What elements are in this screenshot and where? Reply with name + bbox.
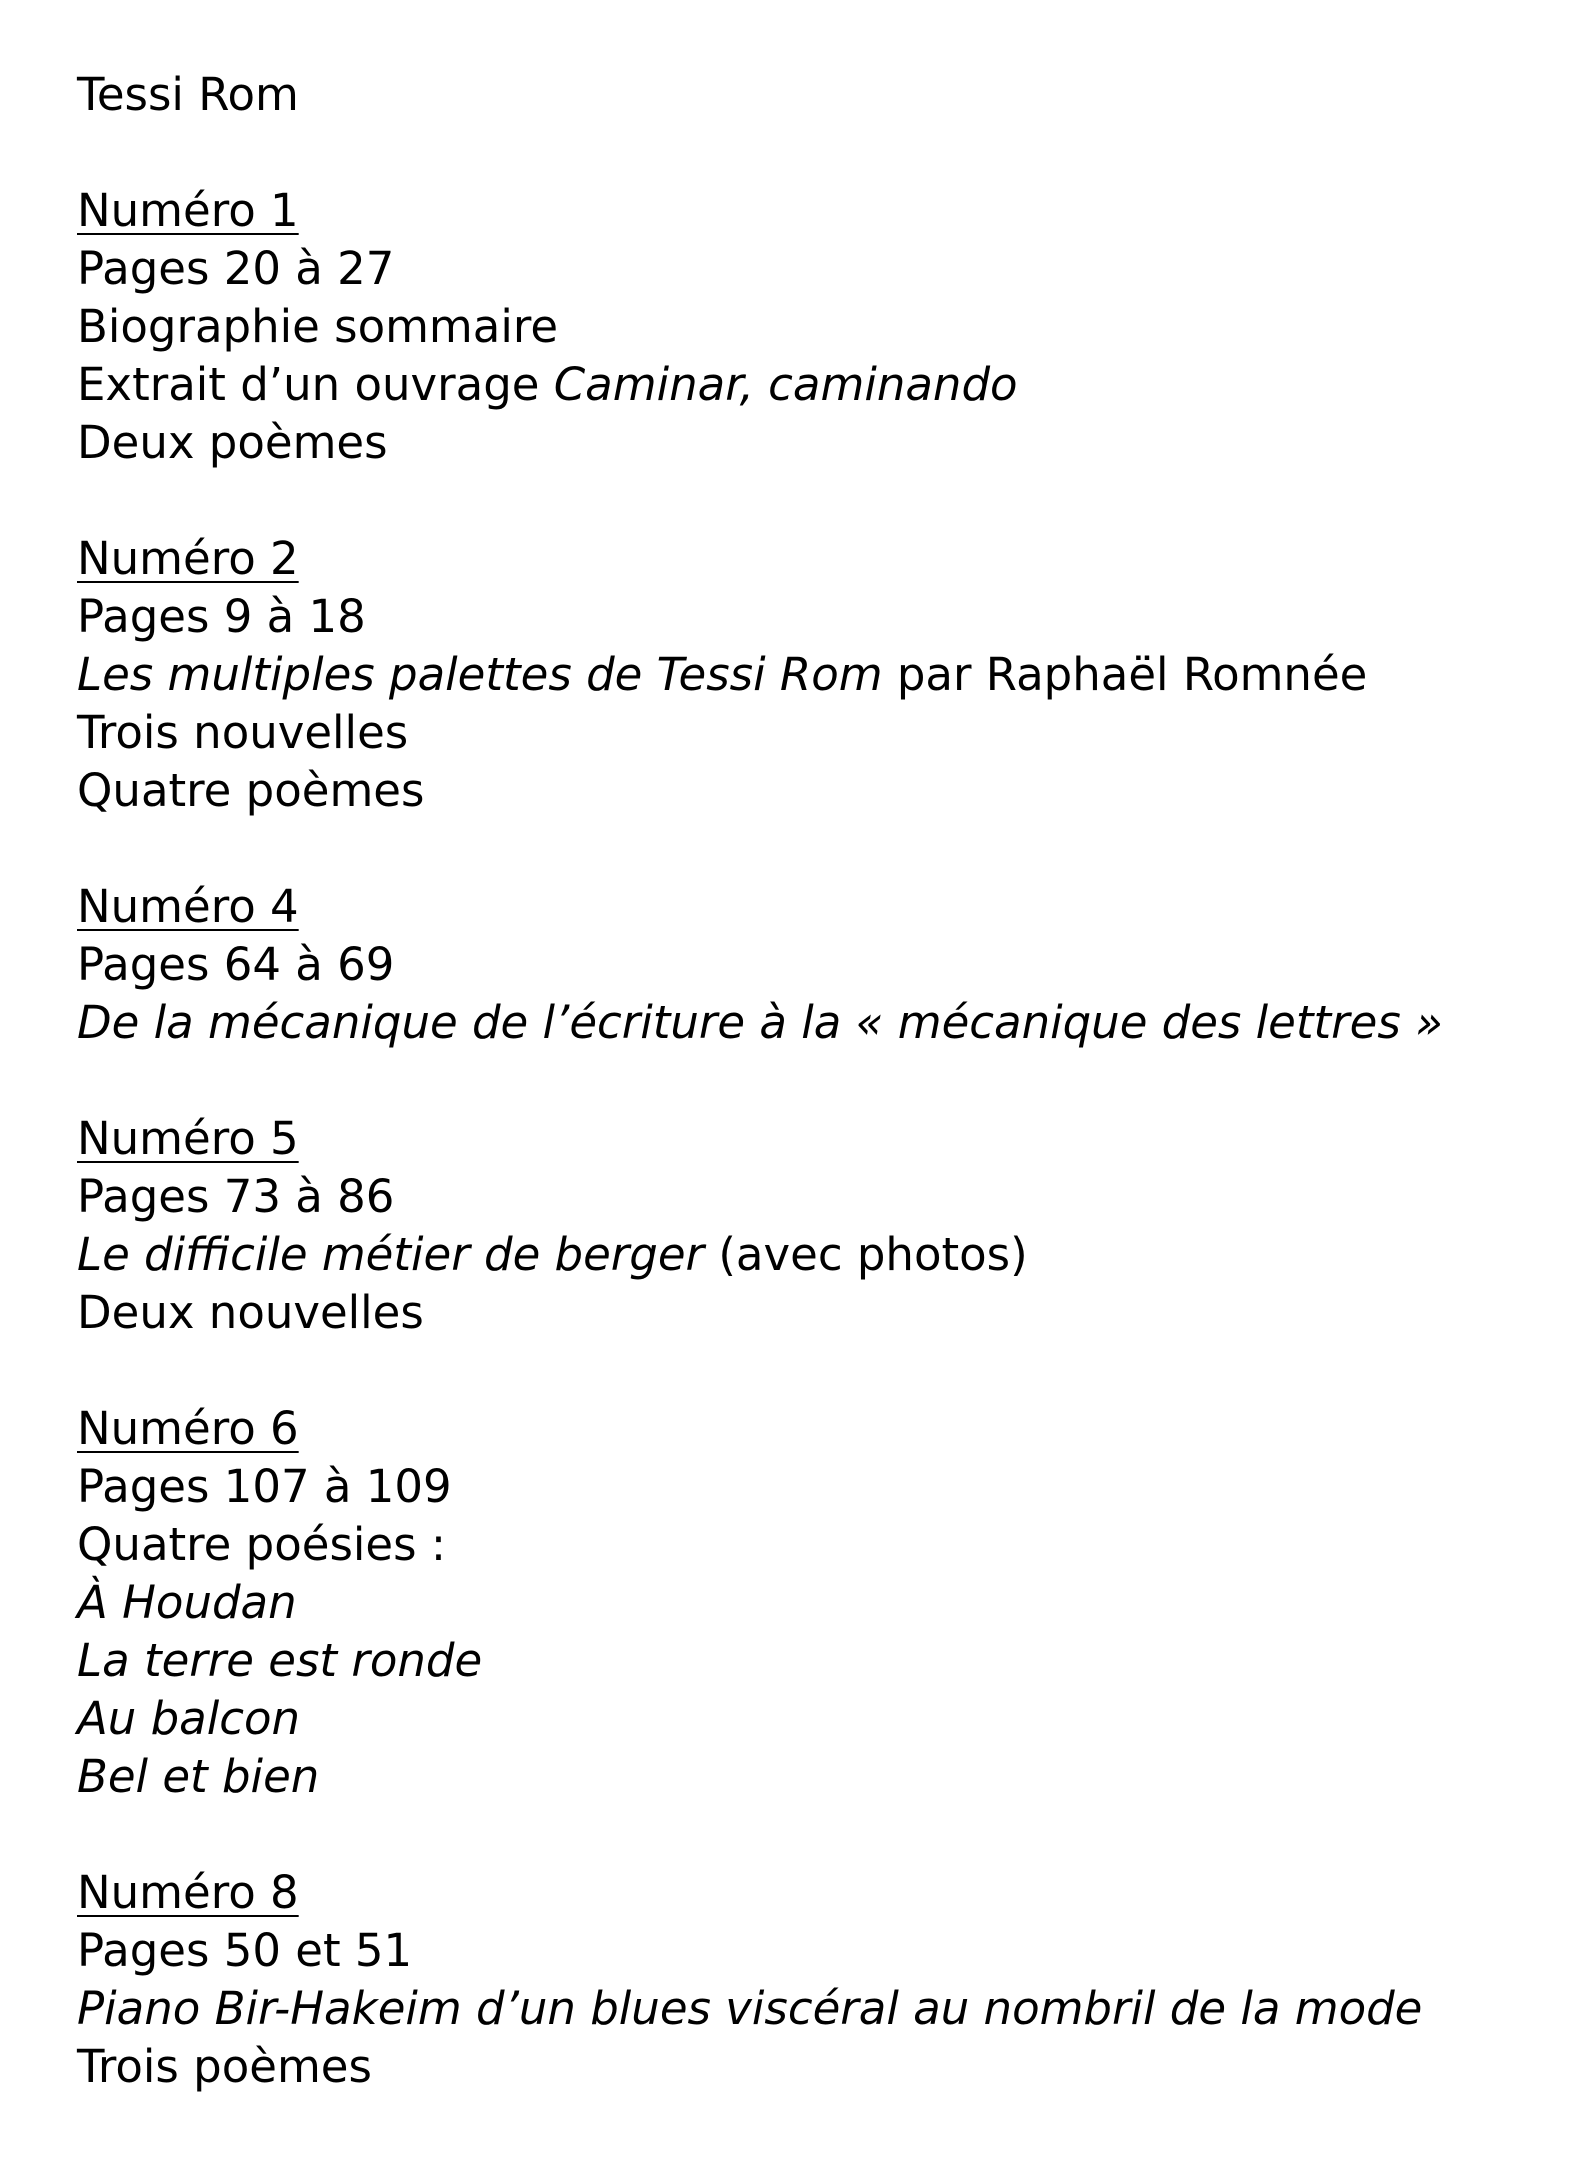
entry-title: Caminar, caminando [553,358,1018,411]
entry-text: Extrait d’un ouvrage [77,358,554,411]
issue-entry: De la mécanique de l’écriture à la « mécanique des lettres » [77,996,1443,1049]
issue-section [77,1400,1547,1806]
issue-section [77,182,1547,472]
issue-entry [77,646,1547,704]
issue-entry: Biographie sommaire [77,300,559,353]
entry-text: par Raphaël Romnée [882,648,1368,701]
issue-entry: Deux nouvelles [77,1286,424,1339]
spacer [77,1342,1547,1400]
spacer [77,1806,1547,1864]
issue-heading: Numéro 5 [77,1112,299,1165]
issue-pages: Pages 64 à 69 [77,938,395,991]
issue-heading: Numéro 2 [77,532,299,585]
issue-pages: Pages 73 à 86 [77,1170,395,1223]
issue-pages: Pages 20 à 27 [77,242,395,295]
issue-entry: Trois poèmes [77,2040,372,2093]
issue-heading: Numéro 1 [77,184,299,237]
spacer [77,124,1547,182]
issue-entry: Quatre poésies : [77,1518,446,1571]
issue-entry: Piano Bir-Hakeim d’un blues viscéral au nombril de la mode [77,1982,1423,2035]
entry-text: (avec photos) [704,1228,1028,1281]
issue-entry: Deux poèmes [77,416,388,469]
issue-heading: Numéro 6 [77,1402,299,1455]
issue-pages: Pages 50 et 51 [77,1924,413,1977]
author-name: Tessi Rom [77,68,299,121]
issue-entry [77,1226,1547,1284]
spacer [77,1052,1547,1110]
document-page [77,66,1547,2096]
poem-title: À Houdan [77,1576,297,1629]
issue-entry: Trois nouvelles [77,706,409,759]
poem-title: Bel et bien [77,1750,320,1803]
entry-title: Les multiples palettes de Tessi Rom [77,648,883,701]
spacer [77,820,1547,878]
issue-entry: Quatre poèmes [77,764,425,817]
issue-section [77,1110,1547,1342]
issue-entry [77,356,1547,414]
issue-section [77,530,1547,820]
issue-heading: Numéro 4 [77,880,299,933]
issue-pages: Pages 107 à 109 [77,1460,452,1513]
poem-title: Au balcon [77,1692,301,1745]
issue-section [77,878,1547,1052]
issue-heading: Numéro 8 [77,1866,299,1919]
spacer [77,472,1547,530]
entry-title: Le difficile métier de berger [77,1228,705,1281]
issue-section [77,1864,1547,2096]
issue-pages: Pages 9 à 18 [77,590,366,643]
poem-title: La terre est ronde [77,1634,483,1687]
